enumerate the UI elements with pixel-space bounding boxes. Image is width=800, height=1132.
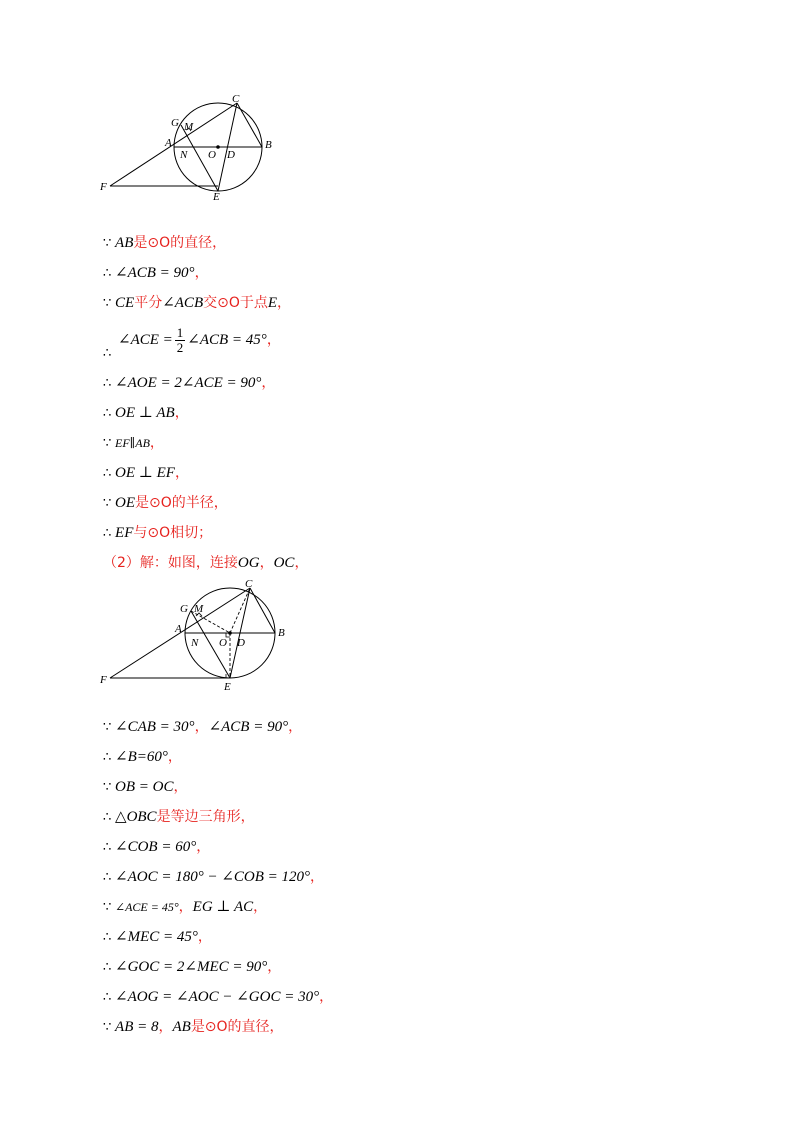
step-16: ∴ ∠COB = 60°， <box>103 839 211 855</box>
step-22: ∵ AB = 8，AB是⊙O的直径， <box>103 1019 284 1035</box>
fig1-label-f: F <box>100 181 107 193</box>
step-5: ∴ ∠AOE = 2∠ACE = 90°， <box>103 375 276 391</box>
step-3: ∵ CE平分∠ACB交⊙O于点E， <box>103 295 292 311</box>
fig2-label-m: M <box>194 603 204 615</box>
step-21: ∴ ∠AOG = ∠AOC − ∠GOC = 30°， <box>103 989 334 1005</box>
fig1-label-o: O <box>208 149 216 161</box>
step-13: ∴ ∠B=60°， <box>103 749 182 765</box>
figure-2 <box>95 580 295 695</box>
fig2-label-d: D <box>237 637 245 649</box>
part-2-heading: （2）解：如图，连接OG，OC， <box>103 555 309 571</box>
step-10: ∴ EF与⊙O相切； <box>103 525 213 541</box>
fig1-label-b: B <box>265 139 272 151</box>
step-15: ∴ △OBC是等边三角形， <box>103 809 255 825</box>
step-19: ∴ ∠MEC = 45°， <box>103 929 212 945</box>
step-2: ∴ ∠ACB = 90°， <box>103 265 209 281</box>
fig1-label-a: A <box>165 137 172 149</box>
step-6: ∴ OE ⊥ AB， <box>103 405 189 421</box>
step-20: ∴ ∠GOC = 2∠MEC = 90°， <box>103 959 282 975</box>
fig2-label-b: B <box>278 627 285 639</box>
step-18: ∵ ∠ACE = 45°，EG ⊥ AC， <box>103 899 268 915</box>
step-8: ∴ OE ⊥ EF， <box>103 465 189 481</box>
fig2-label-g: G <box>180 603 188 615</box>
fraction-one-half: $\frac{1}{2}$ <box>176 325 184 355</box>
fig1-label-n: N <box>180 149 188 161</box>
figure-1 <box>95 92 285 207</box>
step-12: ∵ ∠CAB = 30°，∠ACB = 90°， <box>103 719 303 735</box>
fig2-label-f: F <box>100 674 107 686</box>
fig1-label-m: M <box>184 121 194 133</box>
fig2-label-a: A <box>175 623 182 635</box>
step-4-symbol: ∴ <box>103 346 112 361</box>
step-14: ∵ OB = OC， <box>103 779 188 795</box>
fig1-label-e: E <box>213 191 220 203</box>
fig2-label-c: C <box>245 578 253 590</box>
step-4: ∠ACE = $\frac{1}{2}$ ∠ACB = 45°， <box>118 325 281 355</box>
fig1-label-g: G <box>171 117 179 129</box>
fig1-label-d: D <box>227 149 235 161</box>
step-7: ∵ EF∥AB， <box>103 435 164 451</box>
step-1: ∵ AB是⊙O的直径， <box>103 235 227 251</box>
fig1-label-c: C <box>232 93 240 105</box>
fig2-label-n: N <box>191 637 199 649</box>
fig2-label-o: O <box>219 637 227 649</box>
step-17: ∴ ∠AOC = 180° − ∠COB = 120°， <box>103 869 325 885</box>
fig2-label-e: E <box>224 681 231 693</box>
step-9: ∵ OE是⊙O的半径， <box>103 495 228 511</box>
